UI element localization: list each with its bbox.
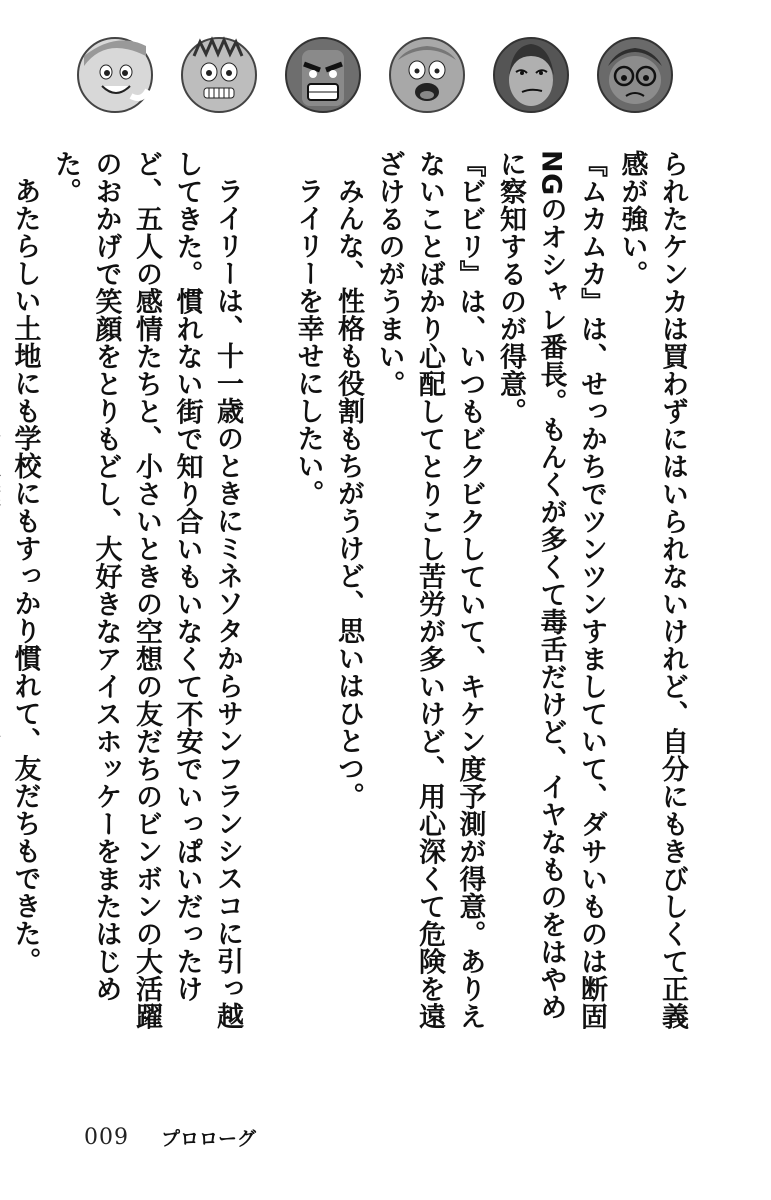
- sadness-face-icon: [596, 36, 674, 114]
- section-title: プロローグ: [161, 1127, 257, 1150]
- page-footer: [84, 1122, 256, 1152]
- fear-face-icon: [388, 36, 466, 114]
- paragraph-anger-continued: られたケンカは買わずにはいられないけれど、自分にもきびしくて正義感が強い。: [616, 150, 688, 1030]
- paragraph-everyone: みんな、性格も役割もちがうけど、思いはひとつ。: [333, 177, 364, 810]
- anxiety-face-icon: [180, 36, 258, 114]
- paragraph-riley-move: ライリーは、十一歳のときにミネソタからサンフランシスコに引っ越してきた。慣れない街で知り合いもいなくて不安でいっぱいだったけど、五人の感情たちと、小さいときの空想の友だちのビンボンの大活躍のおかげで笑顔をとりもどし、大好きなアイスホッケーをまたはじめた。: [50, 150, 243, 1030]
- disgust-face-icon: [492, 36, 570, 114]
- character-portrait-row: [76, 36, 696, 116]
- paragraph-make-riley-happy: ライリーを幸せにしたい。: [292, 177, 324, 507]
- joy-face-icon: [76, 36, 154, 114]
- paragraph-disgust: 『ムカムカ』は、せっかちでツンツンすましていて、ダサいものは断固NGのオシャレ番長。もんくが多くて毒舌だけど、イヤなものをはやめに察知するのが得意。: [495, 150, 607, 1030]
- vertical-text-body: [9, 150, 692, 1030]
- paragraph-thirteen: [0, 150, 4, 1030]
- anger-face-icon: [284, 36, 362, 114]
- paragraph-new-school: あたらしい土地にも学校にもすっかり慣れて、友だちもできた。: [9, 177, 41, 975]
- paragraph-fear: 『ビビリ』は、いつもビクビクしていて、キケン度予測が得意。ありえないことばかり心配してとりこし苦労が多いけど、用心深くて危険を遠ざけるのがうまい。: [373, 150, 486, 1030]
- page-number: 009: [84, 1124, 129, 1150]
